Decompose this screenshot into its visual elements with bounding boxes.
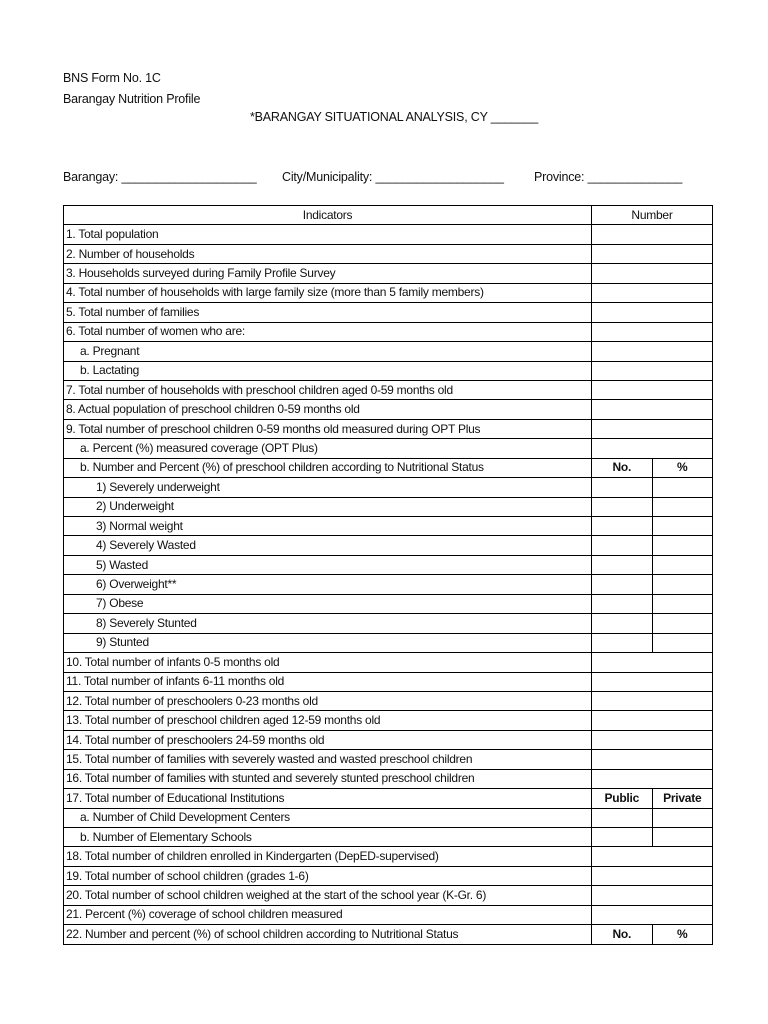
number-input-cell[interactable] [592, 691, 713, 710]
table-row [64, 847, 713, 866]
number-input-cell[interactable] [592, 400, 713, 419]
table-row [64, 730, 713, 749]
indicator-label: 7) Obese [64, 594, 592, 613]
number-input-cell[interactable] [592, 905, 713, 924]
indicator-label: a. Pregnant [64, 342, 592, 361]
table-row [64, 264, 713, 283]
percent-input-cell[interactable] [652, 517, 713, 536]
number-input-cell[interactable] [592, 750, 713, 769]
table-row [64, 536, 713, 555]
table-row [64, 789, 713, 808]
indicator-label: 20. Total number of school children weighed at the start of the school year (K-Gr. 6) [64, 886, 592, 905]
indicator-label: 5. Total number of families [64, 303, 592, 322]
indicator-label: 9) Stunted [64, 633, 592, 652]
form-number: BNS Form No. 1C [63, 71, 161, 85]
number-input-cell[interactable] [592, 342, 713, 361]
number-input-cell[interactable] [592, 419, 713, 438]
number-input-cell[interactable] [592, 866, 713, 885]
table-row [64, 400, 713, 419]
percent-input-cell[interactable] [652, 614, 713, 633]
percent-input-cell[interactable] [652, 536, 713, 555]
number-input-cell[interactable] [592, 575, 653, 594]
table-row [64, 653, 713, 672]
table-row [64, 497, 713, 516]
indicator-label: 19. Total number of school children (grades 1-6) [64, 866, 592, 885]
indicator-label: 22. Number and percent (%) of school children according to Nutritional Status [64, 925, 592, 944]
percent-input-cell[interactable] [652, 478, 713, 497]
table-row [64, 439, 713, 458]
percent-input-cell[interactable] [652, 555, 713, 574]
indicator-label: 8. Actual population of preschool children 0-59 months old [64, 400, 592, 419]
indicator-label: 18. Total number of children enrolled in Kindergarten (DepED-supervised) [64, 847, 592, 866]
indicator-label: b. Lactating [64, 361, 592, 380]
indicator-label: 2) Underweight [64, 497, 592, 516]
table-row [64, 711, 713, 730]
indicator-label: 6) Overweight** [64, 575, 592, 594]
number-input-cell[interactable] [592, 886, 713, 905]
number-input-cell[interactable] [592, 478, 653, 497]
table-row [64, 342, 713, 361]
indicator-label: 1. Total population [64, 225, 592, 244]
indicator-label: a. Number of Child Development Centers [64, 808, 592, 827]
indicator-label: a. Percent (%) measured coverage (OPT Plus) [64, 439, 592, 458]
number-input-cell[interactable] [592, 711, 713, 730]
indicator-label: 15. Total number of families with severely wasted and wasted preschool children [64, 750, 592, 769]
indicator-label: b. Number of Elementary Schools [64, 828, 592, 847]
number-header: Number [592, 206, 713, 225]
table-row [64, 808, 713, 827]
table-row [64, 478, 713, 497]
table-row [64, 575, 713, 594]
number-input-cell[interactable] [592, 828, 653, 847]
number-input-cell[interactable] [592, 730, 713, 749]
number-input-cell[interactable] [592, 497, 653, 516]
indicator-label: 2. Number of households [64, 244, 592, 263]
table-row [64, 555, 713, 574]
indicator-label: 7. Total number of households with preschool children aged 0-59 months old [64, 380, 592, 399]
indicators-header: Indicators [64, 206, 592, 225]
number-input-cell[interactable] [592, 594, 653, 613]
city-municipality-field: City/Municipality: ___________________ [282, 170, 504, 184]
subheader-cell: % [652, 925, 713, 944]
table-row [64, 225, 713, 244]
indicator-label: 13. Total number of preschool children aged 12-59 months old [64, 711, 592, 730]
table-row [64, 517, 713, 536]
table-row [64, 672, 713, 691]
indicator-label: 5) Wasted [64, 555, 592, 574]
number-input-cell[interactable] [592, 614, 653, 633]
percent-input-cell[interactable] [652, 828, 713, 847]
table-row [64, 361, 713, 380]
table-row [64, 614, 713, 633]
number-input-cell[interactable] [592, 283, 713, 302]
table-row [64, 866, 713, 885]
subheader-cell: % [652, 458, 713, 477]
form-title: Barangay Nutrition Profile [63, 92, 201, 106]
indicator-label: 21. Percent (%) coverage of school children measured [64, 905, 592, 924]
indicator-label: 6. Total number of women who are: [64, 322, 592, 341]
table-row [64, 633, 713, 652]
table-row [64, 458, 713, 477]
table-row [64, 769, 713, 788]
table-row [64, 380, 713, 399]
indicator-label: 1) Severely underweight [64, 478, 592, 497]
number-input-cell[interactable] [592, 555, 653, 574]
number-input-cell[interactable] [592, 536, 653, 555]
number-input-cell[interactable] [592, 361, 713, 380]
indicator-label: 4) Severely Wasted [64, 536, 592, 555]
indicator-label: 17. Total number of Educational Institutions [64, 789, 592, 808]
table-row [64, 594, 713, 613]
barangay-field: Barangay: ____________________ [63, 170, 257, 184]
number-input-cell[interactable] [592, 633, 653, 652]
table-row [64, 905, 713, 924]
subheader-cell: Private [652, 789, 713, 808]
table-row [64, 303, 713, 322]
percent-input-cell[interactable] [652, 633, 713, 652]
indicator-label: 11. Total number of infants 6-11 months old [64, 672, 592, 691]
subheader-cell: No. [592, 458, 653, 477]
number-input-cell[interactable] [592, 264, 713, 283]
indicator-label: 4. Total number of households with large family size (more than 5 family members) [64, 283, 592, 302]
table-row [64, 750, 713, 769]
number-input-cell[interactable] [592, 808, 653, 827]
table-row [64, 283, 713, 302]
province-field: Province: ______________ [534, 170, 683, 184]
percent-input-cell[interactable] [652, 575, 713, 594]
number-input-cell[interactable] [592, 380, 713, 399]
number-input-cell[interactable] [592, 225, 713, 244]
indicators-table [63, 205, 713, 945]
table-row [64, 691, 713, 710]
table-row [64, 925, 713, 944]
table-row [64, 828, 713, 847]
table-row [64, 419, 713, 438]
indicator-label: 9. Total number of preschool children 0-59 months old measured during OPT Plus [64, 419, 592, 438]
indicator-label: 16. Total number of families with stunted and severely stunted preschool children [64, 769, 592, 788]
indicator-label: 10. Total number of infants 0-5 months old [64, 653, 592, 672]
percent-input-cell[interactable] [652, 497, 713, 516]
indicator-label: 8) Severely Stunted [64, 614, 592, 633]
number-input-cell[interactable] [592, 672, 713, 691]
indicator-label: b. Number and Percent (%) of preschool children according to Nutritional Status [64, 458, 592, 477]
number-input-cell[interactable] [592, 517, 653, 536]
number-input-cell[interactable] [592, 439, 713, 458]
number-input-cell[interactable] [592, 847, 713, 866]
number-input-cell[interactable] [592, 244, 713, 263]
percent-input-cell[interactable] [652, 808, 713, 827]
number-input-cell[interactable] [592, 303, 713, 322]
number-input-cell[interactable] [592, 322, 713, 341]
number-input-cell[interactable] [592, 653, 713, 672]
document-title: *BARANGAY SITUATIONAL ANALYSIS, CY _______ [249, 110, 539, 124]
subheader-cell: No. [592, 925, 653, 944]
table-row [64, 244, 713, 263]
table-row [64, 886, 713, 905]
table-row [64, 322, 713, 341]
subheader-cell: Public [592, 789, 653, 808]
indicator-label: 12. Total number of preschoolers 0-23 months old [64, 691, 592, 710]
location-fields [63, 170, 713, 186]
number-input-cell[interactable] [592, 769, 713, 788]
table-header-row [64, 206, 713, 225]
indicator-label: 14. Total number of preschoolers 24-59 months old [64, 730, 592, 749]
indicator-label: 3) Normal weight [64, 517, 592, 536]
indicator-label: 3. Households surveyed during Family Profile Survey [64, 264, 592, 283]
percent-input-cell[interactable] [652, 594, 713, 613]
